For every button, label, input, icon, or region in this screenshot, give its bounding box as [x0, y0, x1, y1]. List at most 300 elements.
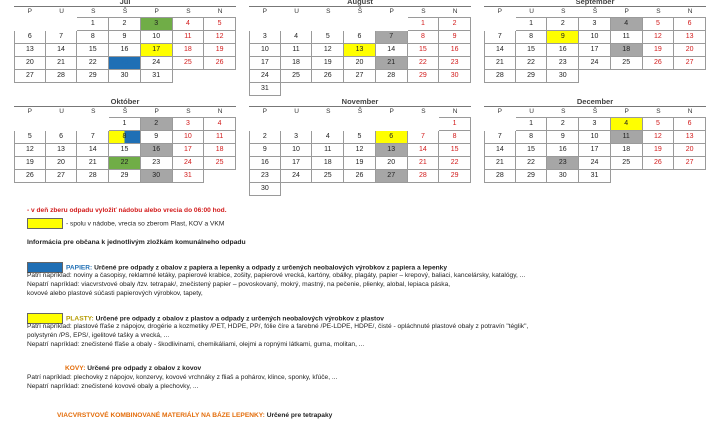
- day-cell: 24: [281, 170, 313, 183]
- day-cell: 4: [173, 17, 205, 31]
- day-cell: 14: [77, 144, 109, 157]
- day-cell: 10: [579, 131, 611, 144]
- day-cell: 21: [376, 57, 408, 70]
- day-cell: 4: [611, 17, 643, 31]
- day-cell: 23: [141, 157, 173, 170]
- day-cell: 6: [674, 117, 706, 131]
- day-cell: 7: [408, 131, 440, 144]
- day-cell: 20: [674, 144, 706, 157]
- day-cell: 3: [579, 117, 611, 131]
- day-cell: 3: [173, 117, 205, 131]
- weekday-header: P: [389, 108, 394, 115]
- day-cell: 11: [611, 31, 643, 44]
- day-cell: 5: [643, 117, 675, 131]
- weekday-header: Š: [592, 108, 598, 115]
- day-cell: 5: [312, 31, 344, 44]
- empty-day-cell: [344, 17, 376, 31]
- empty-day-cell: [439, 183, 471, 196]
- empty-day-cell: [312, 183, 344, 196]
- weekday-header: S: [91, 8, 96, 15]
- papier-line2: Nepatrí napríklad: viacvrstvové obaly /tzv. tetrapak/, znečistený papier – povoskovaný, mokrý, mastný, na pečenie, plienky, alobal, lepiaca páska,: [27, 281, 451, 288]
- day-cell: 5: [643, 17, 675, 31]
- day-cell: 8: [439, 131, 471, 144]
- empty-day-cell: [173, 70, 205, 83]
- day-cell: 4: [611, 117, 643, 131]
- day-cell: 18: [312, 157, 344, 170]
- day-cell: 18: [611, 144, 643, 157]
- empty-day-cell: [484, 117, 516, 131]
- day-cell: 25: [611, 157, 643, 170]
- weekday-header: P: [154, 108, 159, 115]
- day-cell: 1: [77, 17, 109, 31]
- day-cell: 31: [141, 70, 173, 83]
- day-cell: 18: [281, 57, 313, 70]
- empty-day-cell: [376, 117, 408, 131]
- day-cell: 16: [249, 157, 281, 170]
- day-cell: 13: [376, 144, 408, 157]
- day-cell: 23: [547, 57, 579, 70]
- day-cell: 17: [249, 57, 281, 70]
- day-cell: 19: [312, 57, 344, 70]
- weekday-header: Š: [357, 8, 363, 15]
- day-cell: 15: [516, 144, 548, 157]
- weekday-header: S: [186, 8, 191, 15]
- day-cell: 20: [376, 157, 408, 170]
- day-cell: 24: [173, 157, 205, 170]
- day-cell: 28: [46, 70, 78, 83]
- day-cell: 26: [312, 70, 344, 83]
- kovy-line2: Nepatrí napríklad: znečistené kovové obaly a plechovky, ...: [27, 383, 199, 390]
- weekday-header: P: [154, 8, 159, 15]
- empty-day-cell: [344, 183, 376, 196]
- day-cell: 17: [173, 144, 205, 157]
- day-cell: 1: [516, 17, 548, 31]
- day-cell: 8: [77, 31, 109, 44]
- day-cell: 16: [439, 44, 471, 57]
- day-cell: 12: [643, 131, 675, 144]
- day-cell: 2: [439, 17, 471, 31]
- day-cell: 15: [516, 44, 548, 57]
- day-cell: 29: [77, 70, 109, 83]
- day-cell: 5: [344, 131, 376, 144]
- empty-day-cell: [674, 170, 706, 183]
- day-cell: 13: [14, 44, 46, 57]
- yellow-legend-text: - spolu v nádobe, vrecia so zberom Plast, KOV a VKM: [66, 220, 225, 228]
- day-cell: 13: [674, 31, 706, 44]
- day-cell: 30: [439, 70, 471, 83]
- day-cell: 8: [109, 131, 141, 144]
- empty-day-cell: [376, 83, 408, 96]
- day-cell: 11: [173, 31, 205, 44]
- day-cell: 17: [579, 144, 611, 157]
- empty-day-cell: [439, 83, 471, 96]
- day-cell: 1: [439, 117, 471, 131]
- day-cell: 22: [516, 157, 548, 170]
- day-cell: 26: [14, 170, 46, 183]
- weekday-header: P: [624, 108, 629, 115]
- empty-day-cell: [376, 17, 408, 31]
- empty-day-cell: [281, 17, 313, 31]
- papier-line3: kovové alebo plastové súčasti papierových výrobkov, tapety,: [27, 290, 203, 297]
- day-cell: 9: [249, 144, 281, 157]
- day-cell: 19: [344, 157, 376, 170]
- day-cell: 6: [674, 17, 706, 31]
- empty-day-cell: [249, 117, 281, 131]
- day-cell: 17: [281, 157, 313, 170]
- empty-day-cell: [408, 183, 440, 196]
- weekday-header: P: [389, 8, 394, 15]
- day-cell: 29: [516, 70, 548, 83]
- weekday-header: P: [262, 108, 268, 115]
- day-cell: 12: [344, 144, 376, 157]
- day-cell: 22: [109, 157, 141, 170]
- day-cell: 26: [643, 157, 675, 170]
- day-cell: 29: [516, 170, 548, 183]
- day-cell: 1: [109, 117, 141, 131]
- day-cell: 6: [46, 131, 78, 144]
- day-cell: 14: [408, 144, 440, 157]
- day-cell: 19: [643, 44, 675, 57]
- day-cell: 18: [173, 44, 205, 57]
- day-cell: 26: [643, 57, 675, 70]
- day-cell: 16: [109, 44, 141, 57]
- day-cell: 23: [109, 57, 141, 70]
- day-cell: 29: [408, 70, 440, 83]
- month-title: August: [249, 0, 471, 7]
- day-cell: 9: [547, 31, 579, 44]
- weekday-header: Š: [122, 8, 128, 15]
- day-cell: 4: [312, 131, 344, 144]
- weekday-header: S: [326, 108, 331, 115]
- empty-day-cell: [344, 83, 376, 96]
- day-cell: 3: [141, 17, 173, 31]
- weekday-header: S: [186, 108, 191, 115]
- day-cell: 14: [376, 44, 408, 57]
- weekday-header: S: [421, 108, 426, 115]
- weekday-header: S: [326, 8, 331, 15]
- weekday-header: P: [262, 8, 268, 15]
- day-cell: 4: [204, 117, 236, 131]
- kovy-heading: Určené pre odpady z obalov z kovov: [87, 365, 202, 372]
- weekday-header: Š: [357, 108, 363, 115]
- day-cell: 18: [611, 44, 643, 57]
- weekday-header: P: [624, 8, 629, 15]
- day-cell: 2: [109, 17, 141, 31]
- day-cell: 22: [439, 157, 471, 170]
- calendar-december: [484, 98, 706, 183]
- day-cell: 28: [484, 170, 516, 183]
- day-cell: 28: [484, 70, 516, 83]
- day-cell: 12: [312, 44, 344, 57]
- day-cell: 15: [77, 44, 109, 57]
- weekday-header: N: [687, 108, 693, 115]
- empty-day-cell: [77, 117, 109, 131]
- empty-day-cell: [484, 17, 516, 31]
- vkm-heading-row: [27, 411, 332, 421]
- day-cell: 8: [516, 131, 548, 144]
- day-cell: 15: [439, 144, 471, 157]
- legend-note: [27, 206, 227, 216]
- day-cell: 30: [249, 183, 281, 196]
- weekday-header: P: [27, 8, 33, 15]
- day-cell: 11: [611, 131, 643, 144]
- empty-day-cell: [376, 183, 408, 196]
- weekday-header: Š: [592, 8, 598, 15]
- weekday-header: N: [452, 108, 458, 115]
- day-cell: 31: [173, 170, 205, 183]
- day-cell: 21: [77, 157, 109, 170]
- papier-heading: Určené pre odpady z obalov z papiera a lepenky a odpady z určených neobalových výrobkov z papiera a lepenky: [94, 264, 447, 272]
- calendar-jul: [14, 0, 236, 83]
- day-cell: 21: [484, 157, 516, 170]
- yellow-swatch: [27, 218, 63, 229]
- empty-day-cell: [611, 170, 643, 183]
- day-cell: 20: [674, 44, 706, 57]
- day-cell: 9: [141, 131, 173, 144]
- papier-label: PAPIER:: [66, 264, 93, 272]
- day-cell: 19: [204, 44, 236, 57]
- empty-day-cell: [46, 17, 78, 31]
- day-cell: 24: [141, 57, 173, 70]
- weekday-header: S: [561, 8, 566, 15]
- weekday-header: S: [656, 8, 661, 15]
- empty-day-cell: [674, 70, 706, 83]
- day-cell: 27: [344, 70, 376, 83]
- weekday-header: U: [59, 108, 64, 115]
- day-cell: 7: [46, 31, 78, 44]
- weekday-header: S: [561, 108, 566, 115]
- weekday-header: S: [656, 108, 661, 115]
- month-title: Júl: [14, 0, 236, 7]
- day-cell: 4: [281, 31, 313, 44]
- day-cell: 30: [547, 170, 579, 183]
- weekday-header: S: [91, 108, 96, 115]
- day-cell: 9: [439, 31, 471, 44]
- day-cell: 29: [439, 170, 471, 183]
- calendar-september: [484, 0, 706, 83]
- weekday-header: U: [59, 8, 64, 15]
- day-cell: 31: [249, 83, 281, 96]
- day-cell: 6: [376, 131, 408, 144]
- day-cell: 10: [249, 44, 281, 57]
- day-cell: 19: [14, 157, 46, 170]
- day-cell: 7: [376, 31, 408, 44]
- month-title: November: [249, 98, 471, 107]
- day-cell: 17: [579, 44, 611, 57]
- day-cell: 30: [141, 170, 173, 183]
- weekday-header: Š: [122, 108, 128, 115]
- day-cell: 31: [579, 170, 611, 183]
- day-cell: 14: [46, 44, 78, 57]
- day-cell: 11: [312, 144, 344, 157]
- month-grid: [14, 107, 236, 183]
- day-cell: 18: [204, 144, 236, 157]
- empty-day-cell: [14, 117, 46, 131]
- day-cell: 3: [249, 31, 281, 44]
- day-cell: 12: [14, 144, 46, 157]
- day-cell: 1: [408, 17, 440, 31]
- day-cell: 26: [344, 170, 376, 183]
- day-cell: 10: [281, 144, 313, 157]
- day-cell: 8: [408, 31, 440, 44]
- calendar-november: [249, 98, 471, 196]
- weekday-header: N: [217, 108, 223, 115]
- day-cell: 15: [408, 44, 440, 57]
- day-cell: 20: [344, 57, 376, 70]
- month-title: September: [484, 0, 706, 7]
- day-cell: 28: [376, 70, 408, 83]
- empty-day-cell: [312, 117, 344, 131]
- plasty-line3: Nepatrí napríklad: znečistené fľaše a obaly - škodlivinami, chemikáliami, olejmi a ropnými látkami, guma, molitan, ...: [27, 341, 365, 348]
- empty-day-cell: [611, 70, 643, 83]
- day-cell: 6: [344, 31, 376, 44]
- day-cell: 24: [579, 157, 611, 170]
- empty-day-cell: [281, 183, 313, 196]
- day-cell: 27: [14, 70, 46, 83]
- weekday-header: P: [497, 8, 503, 15]
- month-grid: [14, 7, 236, 83]
- weekday-header: N: [452, 8, 458, 15]
- weekday-header: U: [529, 8, 534, 15]
- day-cell: 21: [46, 57, 78, 70]
- day-cell: 19: [643, 144, 675, 157]
- day-cell: 23: [547, 157, 579, 170]
- day-cell: 22: [408, 57, 440, 70]
- day-cell: 9: [109, 31, 141, 44]
- month-grid: [249, 7, 471, 96]
- vkm-heading: Určené pre tetrapaky: [266, 412, 333, 419]
- month-title: December: [484, 98, 706, 107]
- day-cell: 13: [674, 131, 706, 144]
- day-cell: 7: [77, 131, 109, 144]
- empty-day-cell: [204, 70, 236, 83]
- day-cell: 22: [77, 57, 109, 70]
- day-cell: 29: [109, 170, 141, 183]
- weekday-header: P: [497, 108, 503, 115]
- day-cell: 2: [141, 117, 173, 131]
- day-cell: 2: [547, 117, 579, 131]
- day-cell: 11: [281, 44, 313, 57]
- day-cell: 28: [77, 170, 109, 183]
- day-cell: 7: [484, 131, 516, 144]
- day-cell: 21: [408, 157, 440, 170]
- day-cell: 27: [674, 57, 706, 70]
- empty-day-cell: [643, 70, 675, 83]
- day-cell: 13: [344, 44, 376, 57]
- empty-day-cell: [408, 83, 440, 96]
- legend-yellow: [27, 218, 224, 229]
- plasty-line1: Patrí napríklad: plastové fľaše z nápojov, drogérie a kozmetiky /PET, HDPE, PP/, fólie číre a farebné /PE-LDPE, HDPE/, čisté - opláchnuté plastové obaly z potravín "téglik",: [27, 323, 529, 330]
- empty-day-cell: [579, 70, 611, 83]
- info-title: Informácia pre občana k jednotlivým zložkám komunálneho odpadu: [27, 239, 246, 246]
- kovy-label: KOVY:: [65, 365, 86, 372]
- month-grid: [249, 107, 471, 196]
- day-cell: 20: [14, 57, 46, 70]
- month-title: Október: [14, 98, 236, 107]
- weekday-header: P: [27, 108, 33, 115]
- day-cell: 25: [173, 57, 205, 70]
- day-cell: 24: [579, 57, 611, 70]
- empty-day-cell: [643, 170, 675, 183]
- calendar-oktober: [14, 98, 236, 183]
- day-cell: 3: [281, 131, 313, 144]
- day-cell: 10: [173, 131, 205, 144]
- day-cell: 6: [14, 31, 46, 44]
- day-cell: 10: [579, 31, 611, 44]
- day-cell: 28: [408, 170, 440, 183]
- day-cell: 20: [46, 157, 78, 170]
- empty-day-cell: [312, 83, 344, 96]
- weekday-header: S: [421, 8, 426, 15]
- day-cell: 16: [141, 144, 173, 157]
- day-cell: 26: [204, 57, 236, 70]
- day-cell: 14: [484, 44, 516, 57]
- day-cell: 10: [141, 31, 173, 44]
- day-cell: 27: [376, 170, 408, 183]
- day-cell: 13: [46, 144, 78, 157]
- day-cell: 14: [484, 144, 516, 157]
- weekday-header: U: [529, 108, 534, 115]
- day-cell: 16: [547, 44, 579, 57]
- day-cell: 7: [484, 31, 516, 44]
- month-grid: [484, 107, 706, 183]
- empty-day-cell: [204, 170, 236, 183]
- papier-line1: Patrí napríklad: noviny a časopisy, reklamné letáky, papierové krabice, zošity, papierové vrecká, kartóny, obálky, plagáty, papier – krepový, baliaci, kancelársky, katalógy, ...: [27, 272, 526, 279]
- day-cell: 25: [281, 70, 313, 83]
- day-cell: 25: [611, 57, 643, 70]
- day-cell: 24: [249, 70, 281, 83]
- day-cell: 23: [249, 170, 281, 183]
- day-cell: 25: [204, 157, 236, 170]
- weekday-header: N: [217, 8, 223, 15]
- plasty-heading: Určené pre odpady z obalov z plastov a odpady z určených neobalových výrobkov z plastov: [95, 315, 384, 323]
- empty-day-cell: [344, 117, 376, 131]
- vkm-label: VIACVRSTVOVÉ KOMBINOVANÉ MATERIÁLY NA BÁZE LEPENKY:: [57, 412, 265, 419]
- day-cell: 9: [547, 131, 579, 144]
- day-cell: 12: [204, 31, 236, 44]
- month-grid: [484, 7, 706, 83]
- day-cell: 30: [109, 70, 141, 83]
- empty-day-cell: [46, 117, 78, 131]
- day-cell: 30: [547, 70, 579, 83]
- day-cell: 16: [547, 144, 579, 157]
- day-cell: 2: [249, 131, 281, 144]
- weekday-header: U: [294, 8, 299, 15]
- day-cell: 22: [516, 57, 548, 70]
- day-cell: 17: [141, 44, 173, 57]
- plasty-label: PLASTY:: [66, 315, 94, 323]
- empty-day-cell: [14, 17, 46, 31]
- weekday-header: U: [294, 108, 299, 115]
- empty-day-cell: [312, 17, 344, 31]
- day-cell: 27: [46, 170, 78, 183]
- empty-day-cell: [408, 117, 440, 131]
- day-cell: 21: [484, 57, 516, 70]
- day-cell: 5: [204, 17, 236, 31]
- day-cell: 5: [14, 131, 46, 144]
- empty-day-cell: [281, 83, 313, 96]
- day-cell: 8: [516, 31, 548, 44]
- day-cell: 11: [204, 131, 236, 144]
- day-cell: 27: [674, 157, 706, 170]
- day-cell: 1: [516, 117, 548, 131]
- plasty-line2: polystyrén /PS, EPS/, igelitové tašky a vrecká, ...: [27, 332, 170, 339]
- day-cell: 23: [439, 57, 471, 70]
- collection-note: - v deň zberu odpadu vyložiť nádobu alebo vrecia do 06:00 hod.: [27, 207, 227, 214]
- calendar-august: [249, 0, 471, 96]
- day-cell: 15: [109, 144, 141, 157]
- day-cell: 12: [643, 31, 675, 44]
